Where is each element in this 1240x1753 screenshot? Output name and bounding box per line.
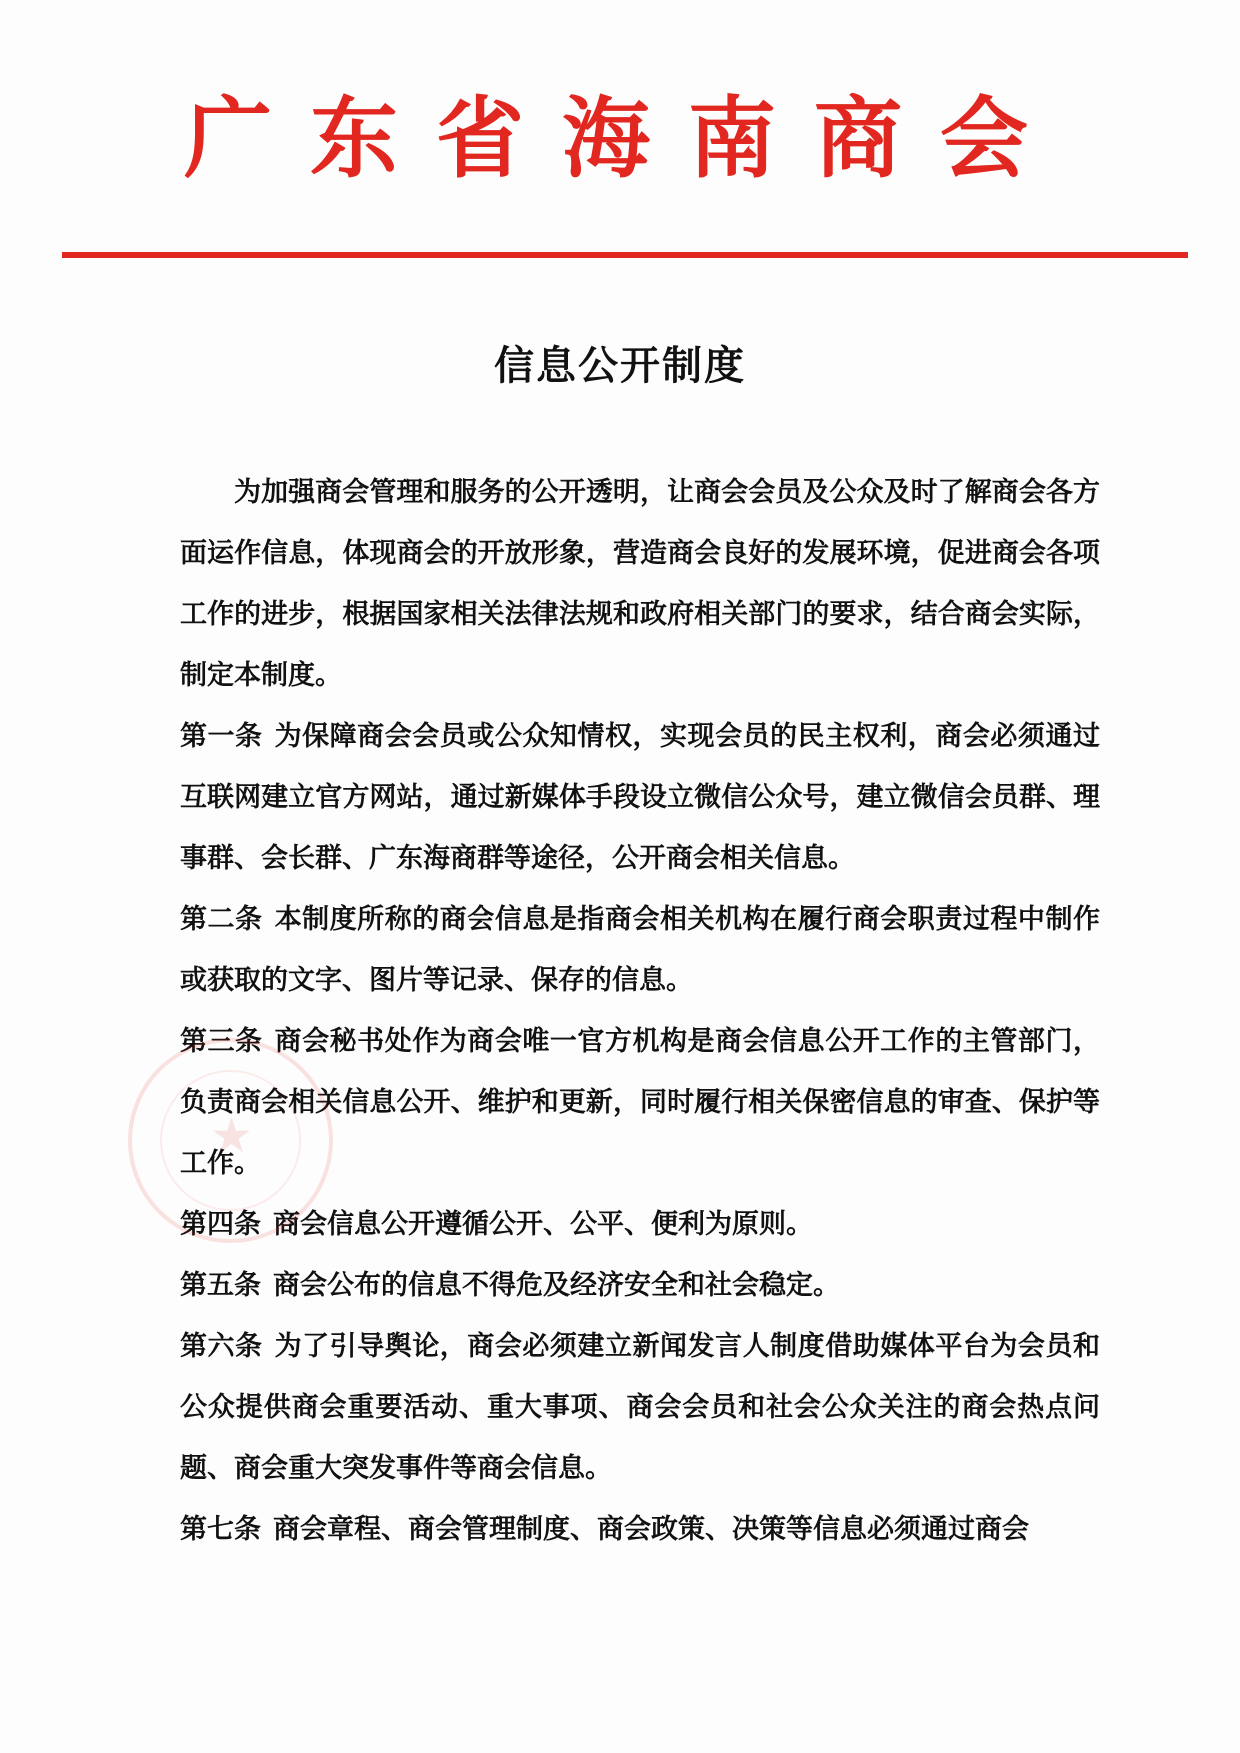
document-title: 信息公开制度 [494,343,746,389]
intro-paragraph: 为加强商会管理和服务的公开透明，让商会会员及公众及时了解商会各方面运作信息，体现商会的开放形象，营造商会良好的发展环境，促进商会各项工作的进步，根据国家相关法律法规和政府相关部门的要求，结合商会实际，制定本制度。 [180,477,1100,691]
document-body [180,462,1100,1560]
article-1 [180,706,1100,889]
article-label: 第二条 [180,904,263,935]
article-label: 第五条 [180,1270,261,1301]
letterhead-red-rule [62,252,1188,258]
article-text: 商会信息公开遵循公开、公平、便利为原则。 [273,1209,813,1240]
article-5 [180,1255,1100,1316]
article-6 [180,1316,1100,1499]
article-label: 第六条 [180,1331,263,1362]
seal-star-icon: ★ [210,1108,254,1164]
article-7 [180,1499,1100,1560]
article-text: 商会公布的信息不得危及经济安全和社会稳定。 [273,1270,840,1301]
article-label: 第三条 [180,1026,263,1057]
article-label: 第七条 [180,1514,261,1545]
article-label: 第一条 [180,721,263,752]
article-text: 商会章程、商会管理制度、商会政策、决策等信息必须通过商会 [273,1514,1029,1545]
seal-stamp [128,1038,333,1243]
article-2 [180,889,1100,1011]
letterhead-org-name: 广东省海南商会 [183,86,1066,190]
article-label: 第四条 [180,1209,261,1240]
article-text: 本制度所称的商会信息是指商会相关机构在履行商会职责过程中制作或获取的文字、图片等记录、保存的信息。 [180,904,1100,996]
article-text: 为保障商会会员或公众知情权，实现会员的民主权利，商会必须通过互联网建立官方网站，通过新媒体手段设立微信公众号，建立微信会员群、理事群、会长群、广东海商群等途径，公开商会相关信息。 [180,721,1100,874]
article-text: 商会秘书处作为商会唯一官方机构是商会信息公开工作的主管部门，负责商会相关信息公开、维护和更新，同时履行相关保密信息的审查、保护等工作。 [180,1026,1100,1179]
article-text: 为了引导舆论，商会必须建立新闻发言人制度借助媒体平台为会员和公众提供商会重要活动、重大事项、商会会员和社会公众关注的商会热点问题、商会重大突发事件等商会信息。 [180,1331,1100,1484]
article-4 [180,1194,1100,1255]
